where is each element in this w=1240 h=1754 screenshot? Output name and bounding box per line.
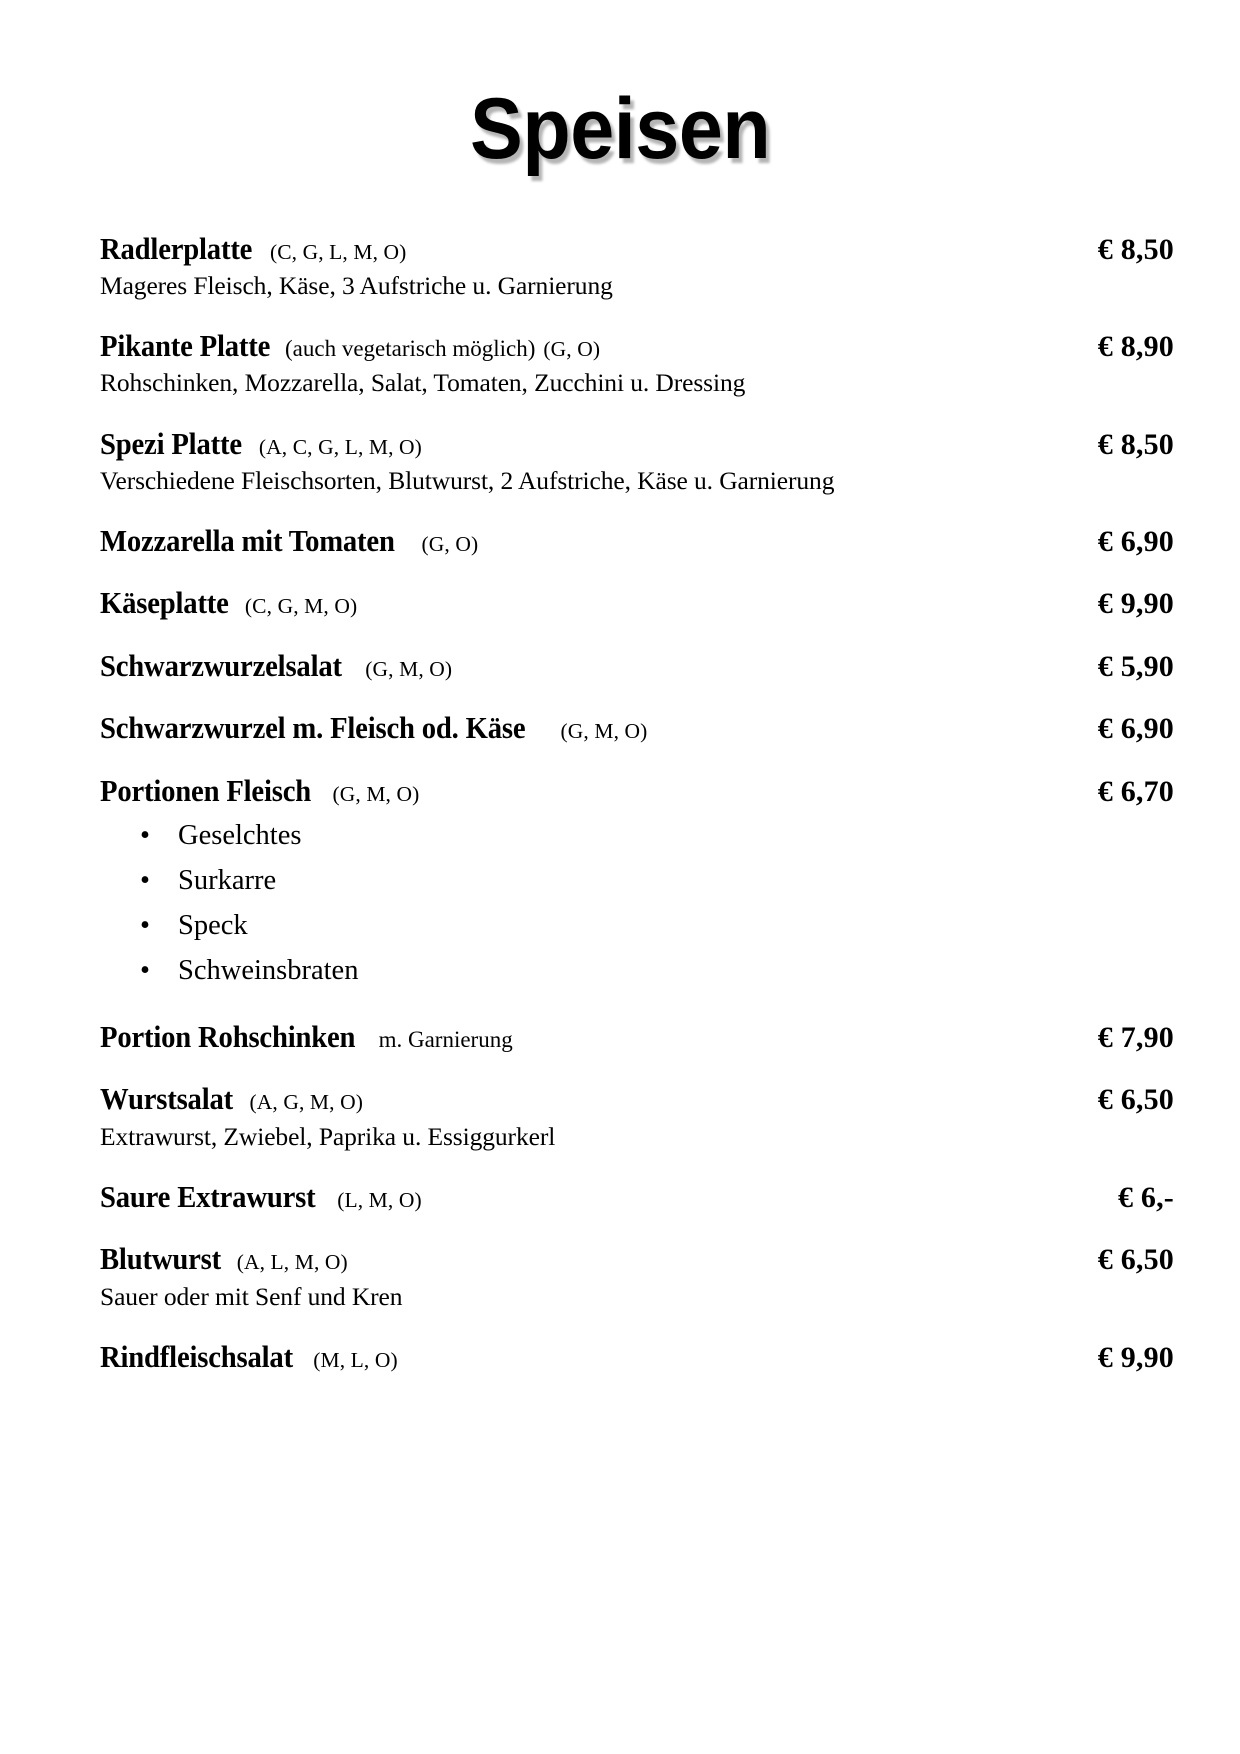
menu-item-name: Pikante Platte <box>100 329 271 364</box>
menu-item-allergens: (G, O) <box>543 337 601 362</box>
menu-item <box>100 427 1174 498</box>
menu-item-allergens: (G, O) <box>421 532 479 557</box>
menu-item-allergens: (G, M, O) <box>365 656 453 681</box>
menu-item-price: € 6,50 <box>1097 1243 1174 1277</box>
menu-item-option-label: Surkarre <box>178 864 277 896</box>
menu-item <box>100 232 1174 303</box>
menu-item-heading <box>100 1242 1042 1277</box>
menu-item-heading <box>100 711 1042 746</box>
menu-item-price: € 5,90 <box>1097 649 1174 683</box>
menu-item-heading <box>100 1340 1042 1375</box>
menu-item-heading <box>100 427 1042 462</box>
menu-item-allergens: (L, M, O) <box>337 1187 422 1212</box>
menu-item-option <box>140 813 1174 858</box>
menu-item-row <box>100 1082 1174 1117</box>
menu-item-allergens: (G, M, O) <box>560 719 648 744</box>
menu-item-row <box>100 427 1174 462</box>
menu-item-options <box>100 813 1174 993</box>
menu-item-name: Rindfleischsalat <box>100 1339 293 1374</box>
menu-item-option <box>140 948 1174 993</box>
menu-item-heading <box>100 586 1042 621</box>
menu-item-option <box>140 858 1174 903</box>
menu-item-description: Sauer oder mit Senf und Kren <box>100 1281 403 1311</box>
menu-item-qualifier: (auch vegetarisch möglich) <box>285 336 536 362</box>
bullet-icon: • <box>140 954 150 986</box>
bullet-icon: • <box>140 864 150 896</box>
menu-item <box>100 1340 1174 1375</box>
bullet-icon: • <box>140 909 150 941</box>
menu-item-qualifier: m. Garnierung <box>378 1027 513 1052</box>
menu-item-price: € 6,70 <box>1097 774 1174 808</box>
menu-item-heading <box>100 1180 1042 1215</box>
menu-item-list <box>0 232 1240 1376</box>
menu-item-option-label: Schweinsbraten <box>178 954 359 986</box>
menu-item-row <box>100 1242 1174 1277</box>
menu-item-price: € 9,90 <box>1097 587 1174 621</box>
menu-item-name: Blutwurst <box>100 1242 221 1277</box>
menu-item <box>100 1082 1174 1153</box>
menu-item-name: Schwarzwurzel m. Fleisch od. Käse <box>100 711 526 746</box>
menu-item-row <box>100 524 1174 559</box>
bullet-icon: • <box>140 819 150 851</box>
menu-item-price: € 9,90 <box>1097 1340 1174 1374</box>
menu-item-price: € 6,50 <box>1097 1083 1174 1117</box>
page-title: Speisen <box>469 80 771 177</box>
menu-item-price: € 6,- <box>1118 1180 1174 1214</box>
menu-item-heading <box>100 329 1042 364</box>
menu-item <box>100 586 1174 621</box>
menu-item-name: Käseplatte <box>100 586 229 621</box>
menu-item-heading <box>100 649 1042 684</box>
menu-item-price: € 6,90 <box>1097 712 1174 746</box>
menu-item-price: € 8,90 <box>1097 330 1174 364</box>
menu-item-allergens: (A, G, M, O) <box>249 1090 363 1115</box>
menu-item-allergens: (M, L, O) <box>313 1347 398 1372</box>
menu-item-row <box>100 649 1174 684</box>
menu-item-price: € 8,50 <box>1097 232 1174 266</box>
menu-item-heading <box>100 774 1042 809</box>
menu-item-row <box>100 1340 1174 1375</box>
menu-item-option <box>140 903 1174 948</box>
menu-item-name: Radlerplatte <box>100 231 253 266</box>
menu-item <box>100 711 1174 746</box>
menu-item-allergens: (A, L, M, O) <box>236 1250 348 1275</box>
menu-item-description: Extrawurst, Zwiebel, Paprika u. Essiggurkerl <box>100 1121 556 1151</box>
menu-item-row <box>100 711 1174 746</box>
title-block <box>0 0 1240 232</box>
menu-item-name: Wurstsalat <box>100 1082 233 1117</box>
menu-item-row <box>100 1020 1174 1055</box>
menu-item-option-label: Geselchtes <box>178 819 302 851</box>
menu-item-allergens: (G, M, O) <box>332 781 420 806</box>
menu-item-price: € 7,90 <box>1097 1021 1174 1054</box>
menu-item-row <box>100 329 1174 364</box>
menu-item <box>100 1020 1174 1055</box>
menu-item-row <box>100 1180 1174 1215</box>
menu-item-description: Mageres Fleisch, Käse, 3 Aufstriche u. Garnierung <box>100 270 613 300</box>
menu-item-description: Rohschinken, Mozzarella, Salat, Tomaten, Zucchini u. Dressing <box>100 368 746 398</box>
menu-item-name: Spezi Platte <box>100 426 242 461</box>
menu-item-name: Schwarzwurzelsalat <box>100 648 342 683</box>
menu-item-row <box>100 774 1174 809</box>
menu-item <box>100 1180 1174 1215</box>
menu-item <box>100 329 1174 400</box>
menu-item-name: Portion Rohschinken <box>100 1020 356 1054</box>
menu-item <box>100 649 1174 684</box>
menu-item-heading <box>100 1020 1042 1055</box>
menu-item-description: Verschiedene Fleischsorten, Blutwurst, 2 Aufstriche, Käse u. Garnierung <box>100 465 835 495</box>
menu-item-name: Portionen Fleisch <box>100 773 312 808</box>
menu-item-heading <box>100 1082 1042 1117</box>
menu-item-allergens: (C, G, M, O) <box>244 594 358 619</box>
menu-item <box>100 774 1174 993</box>
menu-item-name: Mozzarella mit Tomaten <box>100 524 395 559</box>
menu-item-row <box>100 232 1174 267</box>
menu-item-price: € 6,90 <box>1097 525 1174 559</box>
menu-item-name: Saure Extrawurst <box>100 1179 316 1214</box>
menu-item-option-label: Speck <box>178 909 248 941</box>
menu-item <box>100 524 1174 559</box>
menu-item-allergens: (C, G, L, M, O) <box>269 239 407 264</box>
menu-item-row <box>100 586 1174 621</box>
menu-item-price: € 8,50 <box>1097 427 1174 461</box>
menu-item-heading <box>100 524 1042 559</box>
menu-item-allergens: (A, C, G, L, M, O) <box>258 434 422 459</box>
menu-item-heading <box>100 232 1042 267</box>
menu-item <box>100 1242 1174 1313</box>
